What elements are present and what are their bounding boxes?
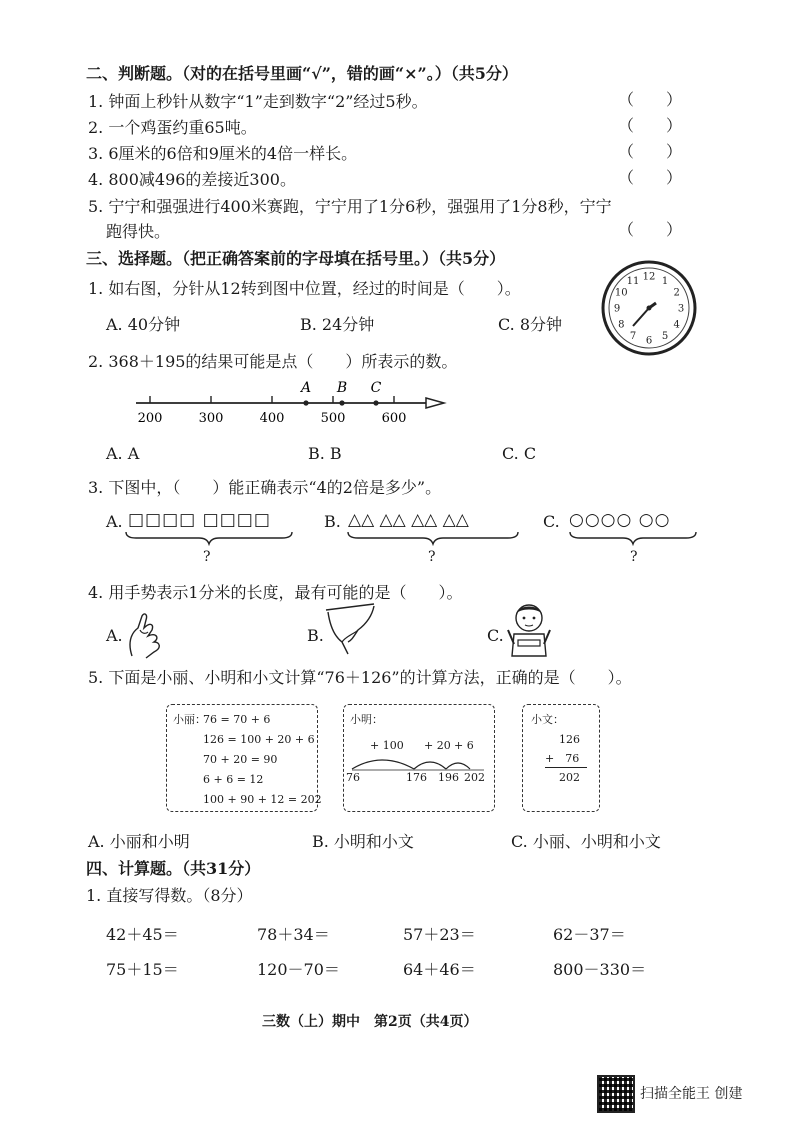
xiaowen-line-1: 126 — [559, 733, 580, 746]
section-4-title: 四、计算题。（共31分） — [86, 859, 261, 878]
xiaoli-line-1: 76 = 70 + 6 — [203, 713, 271, 726]
number-line-point-label: A — [300, 380, 312, 396]
choice-q4: 4. 用手势表示1分米的长度，最有可能的是（ ）。 — [88, 583, 463, 602]
q3-option-a: A. — [106, 512, 123, 531]
answer-paren-4[interactable]: （ ） — [618, 168, 683, 187]
xiaowen-method-box — [522, 704, 600, 812]
xiaoming-name: 小明： — [350, 713, 383, 726]
calc-r1-1: 42＋45＝ — [106, 925, 179, 944]
hand-span-icon — [322, 600, 384, 658]
judge-item-1: 1. 钟面上秒针从数字“1”走到数字“2”经过5秒。 — [88, 92, 428, 111]
number-line-point — [339, 400, 344, 405]
calc-r2-3: 64＋46＝ — [403, 960, 476, 979]
q3-a-squares: □□□□ □□□□ — [128, 510, 271, 530]
judge-item-3: 3. 6厘米的6倍和9厘米的4倍一样长。 — [88, 144, 358, 163]
q4-option-c: C. — [487, 626, 504, 645]
xiaowen-line-2: + 76 — [545, 752, 580, 765]
xiaoming-jump-3: + 6 — [454, 739, 474, 752]
clock-number: 10 — [614, 287, 628, 299]
xiaoli-name: 小丽： — [173, 713, 206, 726]
judge-item-2: 2. 一个鸡蛋约重65吨。 — [88, 118, 257, 137]
choice-q5: 5. 下面是小丽、小明和小文计算“76＋126”的计算方法，正确的是（ ）。 — [88, 668, 632, 687]
judge-item-4: 4. 800减496的差接近300。 — [88, 170, 296, 189]
xiaowen-sum-line — [545, 767, 587, 768]
q3-option-c: C. — [543, 512, 560, 531]
clock-icon — [600, 259, 698, 357]
clock-number: 3 — [677, 303, 685, 315]
number-line — [130, 376, 450, 426]
clock-number: 2 — [673, 287, 680, 299]
answer-paren-1[interactable]: （ ） — [618, 90, 683, 109]
brace-c — [568, 530, 698, 546]
clock-number: 1 — [661, 275, 669, 287]
q3-b-triangles: △△ △△ △△ △△ — [348, 510, 469, 530]
judge-item-5-cont: 跑得快。 — [106, 222, 171, 241]
choice-q3: 3. 下图中，（ ）能正确表示“4的2倍是多少”。 — [88, 478, 442, 497]
number-line-point — [373, 400, 378, 405]
calc-r2-1: 75＋15＝ — [106, 960, 179, 979]
calc-r2-4: 800－330＝ — [553, 960, 647, 979]
q5-option-b: B. 小明和小文 — [312, 832, 414, 851]
clock-number: 9 — [613, 303, 621, 315]
answer-paren-2[interactable]: （ ） — [618, 116, 683, 135]
number-line-tick-label: 500 — [320, 411, 346, 426]
number-line-tick-label: 300 — [198, 411, 224, 426]
calc-subtitle: 1. 直接写得数。（8分） — [86, 886, 253, 905]
hand-pinch-icon — [124, 608, 174, 660]
choice-q1: 1. 如右图，分针从12转到图中位置，经过的时间是（ ）。 — [88, 279, 521, 298]
number-line-tick-label: 600 — [381, 411, 407, 426]
xiaoli-method-box — [166, 704, 322, 812]
xiaoli-line-5: 100 + 90 + 12 = 202 — [203, 793, 322, 806]
xiaoming-mark-2: 176 — [406, 771, 427, 784]
judge-item-5: 5. 宁宁和强强进行400米赛跑，宁宁用了1分6秒，强强用了1分8秒，宁宁 — [88, 197, 612, 216]
number-line-point — [303, 400, 308, 405]
q5-option-c: C. 小丽、小明和小文 — [511, 832, 661, 851]
clock-number: 7 — [629, 331, 637, 343]
clock-number: 12 — [642, 271, 656, 283]
xiaowen-line-3: 202 — [559, 771, 580, 784]
q3-option-b: B. — [324, 512, 341, 531]
xiaoming-method-box — [343, 704, 495, 812]
number-line-tick-label: 200 — [137, 411, 163, 426]
xiaoming-jump-1: + 100 — [370, 739, 404, 752]
section-3-title: 三、选择题。（把正确答案前的字母填在括号里。）（共5分） — [86, 249, 506, 268]
xiaoming-mark-3: 196 — [438, 771, 459, 784]
child-arms-icon — [504, 600, 554, 658]
q1-option-c: C. 8分钟 — [498, 315, 563, 334]
scanner-watermark: 扫描全能王 创建 — [640, 1086, 743, 1102]
clock-number: 5 — [661, 331, 669, 343]
q2-option-a: A. A — [106, 444, 140, 463]
q3-c-circles: ○○○○ ○○ — [569, 510, 671, 530]
q1-option-b: B. 24分钟 — [300, 315, 375, 334]
xiaoming-jump-arcs — [344, 749, 494, 773]
choice-q2: 2. 368＋195的结果可能是点（ ）所表示的数。 — [88, 352, 458, 371]
xiaowen-name: 小文： — [531, 713, 564, 726]
number-line-tick-label: 400 — [259, 411, 285, 426]
q2-option-b: B. B — [308, 444, 342, 463]
calc-r1-3: 57＋23＝ — [403, 925, 476, 944]
clock-number: 8 — [618, 319, 625, 331]
q3-b-question: ? — [428, 549, 436, 565]
q4-option-b: B. — [307, 626, 324, 645]
brace-b — [346, 530, 520, 546]
xiaoli-line-2: 126 = 100 + 20 + 6 — [203, 733, 315, 746]
xiaoming-mark-4: 202 — [464, 771, 485, 784]
number-line-point-label: B — [336, 380, 348, 396]
qr-code-icon — [597, 1075, 635, 1113]
calc-r2-2: 120－70＝ — [257, 960, 340, 979]
answer-paren-5[interactable]: （ ） — [618, 220, 683, 239]
xiaoli-line-4: 6 + 6 = 12 — [203, 773, 264, 786]
number-line-point-label: C — [370, 380, 382, 396]
clock-number: 6 — [645, 335, 653, 347]
calc-r1-2: 78＋34＝ — [257, 925, 330, 944]
q4-option-a: A. — [106, 626, 123, 645]
clock-number: 4 — [673, 319, 680, 331]
xiaoli-line-3: 70 + 20 = 90 — [203, 753, 278, 766]
section-2-title: 二、判断题。（对的在括号里画“√”，错的画“×”。）（共5分） — [86, 64, 518, 83]
q5-option-a: A. 小丽和小明 — [88, 832, 190, 851]
calc-r1-4: 62－37＝ — [553, 925, 626, 944]
q2-option-c: C. C — [502, 444, 537, 463]
q3-a-question: ? — [203, 549, 211, 565]
xiaoming-mark-1: 76 — [346, 771, 360, 784]
answer-paren-3[interactable]: （ ） — [618, 142, 683, 161]
xiaoming-jump-2: + 20 — [424, 739, 451, 752]
page-footer: 三数（上）期中 第2页（共4页） — [262, 1014, 478, 1030]
clock-number: 11 — [626, 275, 640, 287]
q1-option-a: A. 40分钟 — [106, 315, 181, 334]
q3-c-question: ? — [630, 549, 638, 565]
brace-a — [124, 530, 294, 546]
